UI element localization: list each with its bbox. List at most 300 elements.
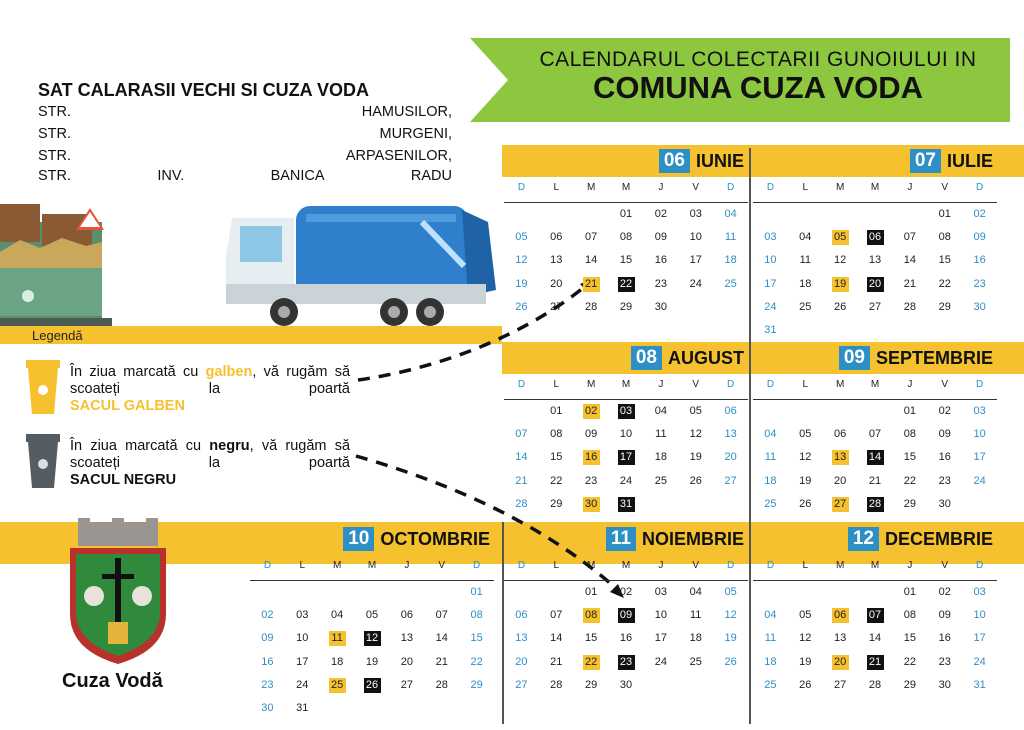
day-cell-yellow: 06 (823, 604, 858, 627)
month-name: AUGUST (668, 347, 744, 368)
day-cell: 04 (689, 586, 702, 598)
day-cell: 04 (724, 208, 737, 220)
weekday-label: D (726, 182, 735, 193)
empty-cell (788, 581, 823, 604)
day-cell: 25 (764, 497, 777, 510)
day-cell: 05 (365, 609, 379, 622)
month-header (343, 526, 490, 552)
street-row: STR. HAMUSILOR, (38, 104, 452, 120)
empty-cell (753, 203, 788, 226)
empty-cell (285, 581, 320, 604)
day-cell: 20 (834, 474, 847, 487)
month-number: 09 (839, 346, 870, 370)
day-cell: 31 (764, 323, 777, 336)
weekday-row (504, 560, 748, 571)
day-cell: 10 (689, 231, 702, 244)
day-cell-yellow: 25 (320, 674, 355, 697)
day-cell: 18 (799, 277, 812, 290)
day-cell: 24 (764, 300, 777, 313)
day-cell: 02 (938, 586, 951, 598)
day-cell: 10 (296, 632, 309, 645)
day-cell: 20 (515, 655, 528, 668)
day-cell: 26 (689, 474, 702, 487)
day-cell: 18 (764, 655, 777, 668)
day-cell: 15 (470, 632, 483, 645)
day-cell: 15 (903, 451, 916, 464)
day-cell: 22 (903, 474, 916, 487)
day-cell: 30 (938, 497, 951, 510)
day-cell: 27 (724, 474, 737, 487)
village-title: SAT CALARASII VECHI SI CUZA VODA (38, 80, 370, 100)
weekday-label: V (941, 379, 949, 390)
day-cell: 06 (400, 609, 413, 622)
day-cell: 14 (515, 451, 528, 464)
day-cell-black: 07 (858, 604, 893, 627)
weekday-label: V (941, 182, 949, 193)
month-header (839, 345, 993, 371)
day-cell: 21 (868, 474, 882, 487)
day-cell: 01 (938, 208, 951, 220)
day-cell: 21 (550, 655, 563, 668)
day-cell: 13 (724, 428, 737, 441)
day-cell: 10 (973, 609, 986, 622)
day-cell: 22 (938, 277, 951, 290)
empty-cell (823, 203, 858, 226)
day-cell: 18 (331, 655, 344, 668)
day-cell: 05 (689, 405, 702, 417)
weekday-label: M (621, 379, 631, 390)
day-cell: 01 (585, 586, 598, 598)
month-name: NOIEMBRIE (641, 528, 744, 549)
day-cell: 25 (799, 300, 812, 313)
day-cell-black: 22 (609, 273, 644, 296)
day-cell: 28 (585, 300, 598, 313)
month-name: DECEMBRIE (884, 528, 993, 549)
day-cell: 14 (585, 254, 598, 267)
weekday-label: D (517, 182, 526, 193)
empty-cell (320, 581, 355, 604)
empty-cell (424, 581, 459, 604)
day-cell: 11 (690, 609, 702, 622)
day-cell: 23 (654, 277, 667, 290)
month-name: SEPTEMBRIE (875, 347, 993, 368)
day-cell: 11 (724, 231, 737, 244)
weekday-label: J (658, 560, 664, 571)
day-cell: 23 (973, 277, 986, 290)
day-cell-yellow: 27 (823, 493, 858, 516)
day-cell: 16 (619, 632, 633, 645)
day-cell: 14 (550, 632, 563, 645)
day-cell: 15 (938, 254, 951, 267)
day-cell: 22 (470, 655, 483, 668)
day-cell: 30 (654, 300, 667, 313)
day-cell: 28 (550, 678, 563, 691)
day-cell: 24 (689, 277, 702, 290)
weekday-label: M (586, 182, 596, 193)
day-cell: 26 (724, 655, 737, 668)
day-cell: 31 (296, 701, 309, 714)
day-cell: 14 (903, 254, 916, 267)
weekday-label: D (975, 379, 984, 390)
month-number: 12 (848, 527, 879, 551)
day-cell: 10 (764, 254, 777, 267)
empty-cell (504, 203, 539, 226)
day-cell: 13 (400, 632, 413, 645)
day-cell: 05 (724, 586, 737, 598)
day-cell: 28 (515, 497, 528, 510)
empty-cell (574, 203, 609, 226)
month-number: 10 (343, 527, 374, 551)
day-cell: 07 (868, 428, 882, 441)
day-cell: 16 (973, 254, 986, 267)
day-cell: 06 (834, 428, 847, 441)
day-cell: 03 (973, 586, 986, 598)
day-cell: 26 (799, 497, 812, 510)
empty-cell (250, 581, 285, 604)
day-cell: 17 (654, 632, 667, 645)
day-cell: 09 (654, 231, 667, 244)
day-cell: 04 (764, 428, 777, 441)
day-cell: 02 (619, 586, 633, 598)
day-cell: 17 (973, 451, 986, 464)
day-cell: 06 (515, 609, 528, 622)
month-number: 06 (659, 149, 690, 173)
day-cell: 24 (619, 474, 633, 487)
day-cell: 04 (799, 231, 812, 244)
weekday-row (504, 379, 748, 390)
month-name: OCTOMBRIE (380, 528, 490, 549)
weekday-label: M (835, 182, 845, 193)
day-cell: 04 (764, 609, 777, 622)
day-cell: 18 (764, 474, 777, 487)
day-cell: 13 (550, 254, 563, 267)
day-cell-black: 20 (858, 273, 893, 296)
legend-yellow-text: În ziua marcată cu galben, vă rugăm să scoateți la poartă (70, 364, 351, 397)
day-cell-black: 12 (355, 627, 390, 650)
day-cell: 26 (834, 300, 847, 313)
day-cell: 20 (724, 451, 737, 464)
day-cell: 27 (400, 678, 413, 691)
weekday-label: D (975, 182, 984, 193)
day-cell: 16 (938, 451, 951, 464)
weekday-label: M (367, 560, 377, 571)
weekday-label: J (404, 560, 410, 571)
weekday-label: L (802, 379, 809, 390)
day-cell: 04 (654, 405, 667, 417)
day-cell-yellow: 19 (823, 273, 858, 296)
day-cell: 26 (799, 678, 812, 691)
day-cell: 23 (261, 678, 274, 691)
day-cell: 15 (903, 632, 916, 645)
day-cell: 24 (296, 678, 309, 691)
empty-cell (504, 400, 539, 423)
day-cell: 13 (515, 632, 528, 645)
day-cell: 25 (654, 474, 667, 487)
day-cell: 07 (435, 609, 448, 622)
weekday-label: V (692, 379, 700, 390)
day-cell: 09 (938, 609, 951, 622)
day-cell: 03 (764, 231, 777, 244)
month-header (910, 148, 993, 174)
day-cell: 27 (550, 300, 563, 313)
day-cell: 12 (724, 609, 737, 622)
day-cell: 10 (619, 428, 633, 441)
weekday-label: D (517, 560, 526, 571)
month-name: IUNIE (695, 150, 744, 171)
day-cell-black: 03 (609, 400, 644, 423)
day-cell: 26 (515, 300, 528, 313)
street-row: STR. INV. BANICA RADU (38, 168, 452, 184)
day-cell: 30 (261, 701, 274, 714)
day-cell: 18 (724, 254, 737, 267)
weekday-label: L (553, 182, 560, 193)
empty-cell (753, 400, 788, 423)
empty-cell (823, 581, 858, 604)
legend-black-word: negru (209, 438, 250, 454)
commune-name: Cuza Vodă (62, 670, 163, 692)
day-cell: 29 (903, 678, 916, 691)
day-cell: 28 (868, 678, 882, 691)
day-cell: 19 (724, 632, 737, 645)
days-grid (753, 581, 997, 697)
day-cell-black: 28 (858, 493, 893, 516)
column-divider (749, 148, 751, 724)
month-number: 08 (631, 346, 662, 370)
day-cell-yellow: 30 (574, 493, 609, 516)
days-grid (250, 581, 494, 720)
day-cell: 25 (764, 678, 777, 691)
day-cell-yellow: 08 (574, 604, 609, 627)
legend-label: Legendă (32, 328, 83, 343)
day-cell-black: 14 (858, 446, 893, 469)
empty-cell (753, 581, 788, 604)
day-cell: 17 (689, 254, 702, 267)
weekday-label: L (299, 560, 306, 571)
day-cell-black: 09 (609, 604, 644, 627)
day-cell: 04 (331, 609, 344, 622)
day-cell: 12 (834, 254, 847, 267)
day-cell: 12 (515, 254, 528, 267)
day-cell: 25 (689, 655, 702, 668)
weekday-label: L (802, 182, 809, 193)
day-cell: 01 (550, 405, 563, 417)
empty-cell (892, 203, 927, 226)
day-cell: 30 (619, 678, 633, 691)
days-grid (504, 400, 748, 516)
day-cell: 22 (550, 474, 563, 487)
day-cell: 15 (619, 254, 633, 267)
day-cell: 09 (585, 428, 598, 441)
day-cell: 30 (973, 300, 986, 313)
day-cell: 18 (654, 451, 667, 464)
day-cell: 16 (261, 655, 274, 668)
day-cell: 24 (973, 655, 986, 668)
day-cell-yellow: 22 (574, 651, 609, 674)
day-cell: 20 (400, 655, 413, 668)
weekday-label: V (438, 560, 446, 571)
day-cell: 31 (973, 678, 986, 691)
day-cell: 21 (435, 655, 448, 668)
month-header (606, 526, 744, 552)
empty-cell (389, 581, 424, 604)
coat-of-arms-icon (64, 518, 172, 666)
day-cell: 15 (550, 451, 563, 464)
day-cell: 01 (619, 208, 633, 220)
weekday-label: D (726, 379, 735, 390)
day-cell: 21 (515, 474, 528, 487)
month-header (631, 345, 744, 371)
day-cell-yellow: 16 (574, 446, 609, 469)
month-header (659, 148, 744, 174)
weekday-label: D (517, 379, 526, 390)
weekday-label: V (941, 560, 949, 571)
street-row: STR. ARPASENILOR, (38, 148, 452, 164)
weekday-label: M (870, 182, 880, 193)
day-cell: 17 (973, 632, 986, 645)
day-cell: 27 (515, 678, 528, 691)
weekday-label: M (870, 379, 880, 390)
day-cell: 08 (619, 231, 633, 244)
day-cell: 25 (724, 277, 737, 290)
day-cell: 29 (938, 300, 951, 313)
weekday-row (753, 182, 997, 193)
day-cell: 09 (973, 231, 986, 244)
days-grid (753, 203, 997, 342)
weekday-label: M (586, 560, 596, 571)
day-cell: 19 (799, 655, 812, 668)
empty-cell (858, 581, 893, 604)
day-cell: 27 (834, 678, 847, 691)
day-cell: 29 (585, 678, 598, 691)
day-cell: 18 (689, 632, 702, 645)
day-cell: 10 (973, 428, 986, 441)
weekday-label: D (766, 379, 775, 390)
weekday-label: L (802, 560, 809, 571)
weekday-label: J (907, 182, 913, 193)
day-cell: 08 (470, 609, 483, 622)
day-cell: 14 (435, 632, 448, 645)
month-header (848, 526, 993, 552)
weekday-label: D (975, 560, 984, 571)
day-cell: 23 (938, 655, 951, 668)
weekday-label: D (472, 560, 481, 571)
legend-black-text: În ziua marcată cu negru, vă rugăm să scoateți la poartă (70, 438, 351, 471)
day-cell-black: 26 (355, 674, 390, 697)
weekday-label: J (658, 379, 664, 390)
weekday-label: D (766, 182, 775, 193)
day-cell: 05 (799, 609, 812, 622)
day-cell-yellow: 02 (574, 400, 609, 423)
day-cell-yellow: 13 (823, 446, 858, 469)
day-cell: 14 (868, 632, 882, 645)
day-cell: 03 (973, 405, 986, 417)
day-cell-black: 31 (609, 493, 644, 516)
day-cell: 21 (903, 277, 916, 290)
day-cell: 29 (619, 300, 633, 313)
day-cell-yellow: 05 (823, 226, 858, 249)
weekday-label: M (332, 560, 342, 571)
day-cell: 03 (689, 208, 702, 220)
empty-cell (539, 581, 574, 604)
empty-cell (504, 581, 539, 604)
empty-cell (858, 400, 893, 423)
day-cell: 02 (261, 609, 274, 622)
day-cell: 16 (938, 632, 951, 645)
day-cell: 22 (903, 655, 916, 668)
day-cell-yellow: 20 (823, 651, 858, 674)
day-cell: 05 (515, 231, 528, 244)
weekday-label: V (692, 182, 700, 193)
weekday-label: L (553, 560, 560, 571)
day-cell: 28 (435, 678, 448, 691)
month-name: IULIE (946, 150, 993, 171)
day-cell: 01 (903, 586, 916, 598)
days-grid (504, 203, 748, 319)
day-cell: 02 (973, 208, 986, 220)
day-cell: 03 (296, 609, 309, 622)
day-cell-black: 23 (609, 651, 644, 674)
weekday-label: D (263, 560, 272, 571)
day-cell: 07 (903, 231, 916, 244)
day-cell: 11 (764, 451, 777, 464)
day-cell: 13 (834, 632, 847, 645)
day-cell-black: 06 (858, 226, 893, 249)
weekday-row (250, 560, 494, 571)
day-cell: 12 (689, 428, 702, 441)
weekday-label: M (835, 560, 845, 571)
street-row: STR. MURGENI, (38, 126, 452, 142)
weekday-label: D (726, 560, 735, 571)
day-cell: 02 (654, 208, 667, 220)
day-cell: 08 (903, 609, 916, 622)
day-cell: 11 (655, 428, 667, 441)
day-cell: 12 (799, 451, 812, 464)
weekday-label: M (621, 182, 631, 193)
day-cell: 08 (938, 231, 951, 244)
empty-cell (823, 400, 858, 423)
day-cell-yellow: 21 (574, 273, 609, 296)
empty-cell (539, 203, 574, 226)
day-cell: 07 (550, 609, 563, 622)
legend-yellow-word: galben (205, 364, 253, 380)
day-cell-black: 17 (609, 446, 644, 469)
weekday-label: V (692, 560, 700, 571)
day-cell: 23 (938, 474, 951, 487)
title-line-1: CALENDARUL COLECTARII GUNOIULUI IN (539, 48, 977, 71)
day-cell: 20 (550, 277, 563, 290)
day-cell: 15 (585, 632, 598, 645)
day-cell: 24 (654, 655, 667, 668)
day-cell: 19 (515, 277, 528, 290)
day-cell: 29 (550, 497, 563, 510)
day-cell: 11 (764, 632, 777, 645)
weekday-row (753, 560, 997, 571)
empty-cell (858, 203, 893, 226)
legend-black-bag: SACUL NEGRU (70, 472, 177, 488)
day-cell: 27 (868, 300, 882, 313)
day-cell: 03 (654, 586, 667, 598)
day-cell: 11 (799, 254, 811, 267)
month-number: 11 (606, 527, 636, 551)
weekday-label: D (766, 560, 775, 571)
day-cell: 16 (654, 254, 667, 267)
day-cell: 23 (585, 474, 598, 487)
weekday-label: J (658, 182, 664, 193)
day-cell: 29 (903, 497, 916, 510)
day-cell: 19 (689, 451, 702, 464)
day-cell: 24 (973, 474, 986, 487)
days-grid (504, 581, 748, 697)
